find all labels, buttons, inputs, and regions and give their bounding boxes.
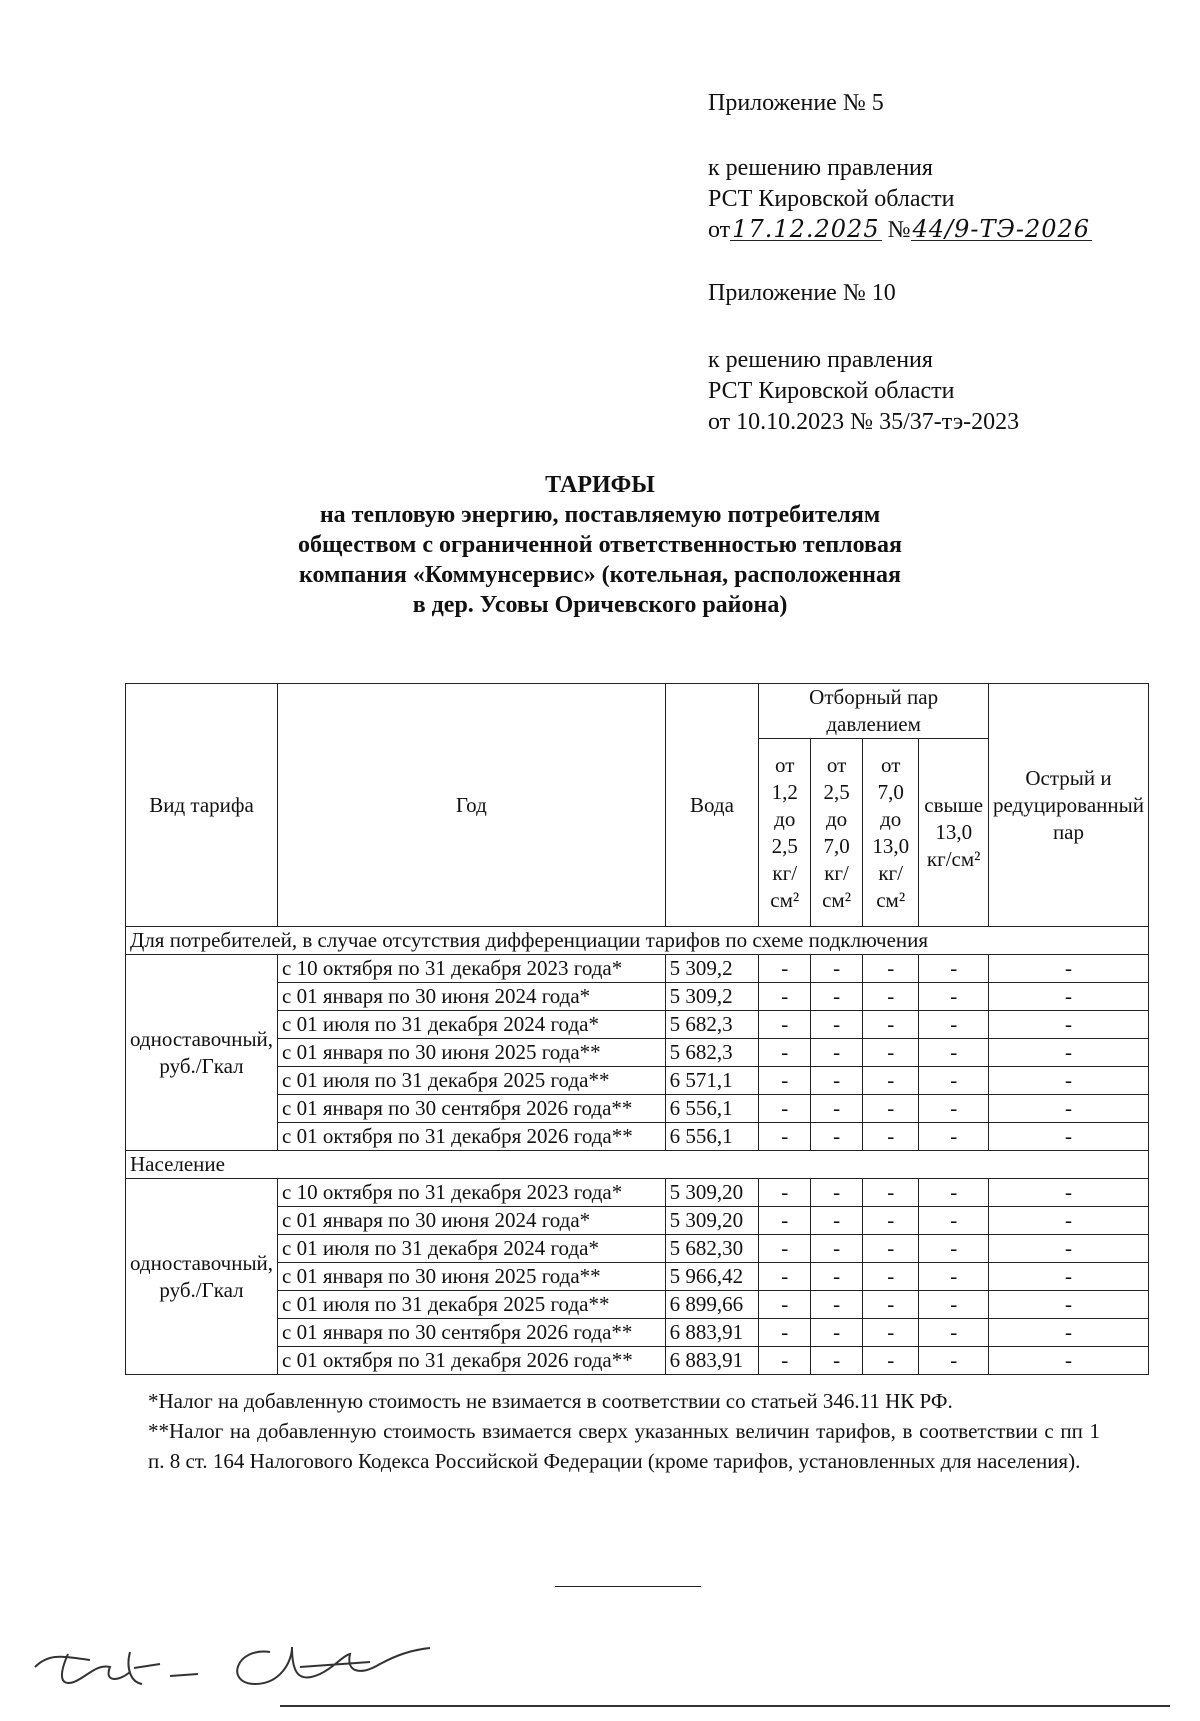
period-cell: с 01 июля по 31 декабря 2024 года*	[278, 1235, 666, 1263]
steam-tariff-cell: -	[862, 955, 918, 983]
tariff-kind: одноставочный, руб./Гкал	[126, 1179, 278, 1375]
appendix-10-title: Приложение № 10	[708, 280, 896, 306]
steam-tariff-cell: -	[862, 1039, 918, 1067]
steam-tariff-cell: -	[919, 983, 989, 1011]
footnote-1: *Налог на добавленную стоимость не взимается в соответствии со статьей 346.11 НК РФ.	[148, 1389, 953, 1413]
steam-tariff-cell: -	[919, 1067, 989, 1095]
water-tariff-cell: 6 899,66	[665, 1291, 759, 1319]
steam-tariff-cell: -	[988, 1095, 1148, 1123]
header-steam-4: свыше 13,0 кг/см²	[919, 739, 989, 927]
steam-tariff-cell: -	[862, 1319, 918, 1347]
steam-tariff-cell: -	[862, 1235, 918, 1263]
steam-tariff-cell: -	[759, 1067, 811, 1095]
handwritten-number: 44/9-ТЭ-2026	[912, 215, 1091, 243]
signature-2	[237, 1647, 430, 1684]
tariff-kind: одноставочный, руб./Гкал	[126, 955, 278, 1151]
table-row	[126, 1235, 1149, 1263]
steam-tariff-cell: -	[759, 1011, 811, 1039]
steam-tariff-cell: -	[811, 1235, 863, 1263]
appendix-10-line2: РСТ Кировской области	[708, 378, 955, 404]
steam-tariff-cell: -	[862, 1291, 918, 1319]
water-tariff-cell: 5 682,3	[665, 1039, 759, 1067]
period-cell: с 01 января по 30 сентября 2026 года**	[278, 1319, 666, 1347]
header-steam-2: от 2,5 до 7,0 кг/см²	[811, 739, 863, 927]
steam-tariff-cell: -	[811, 1123, 863, 1151]
steam-tariff-cell: -	[811, 1263, 863, 1291]
period-cell: с 01 января по 30 сентября 2026 года**	[278, 1095, 666, 1123]
steam-tariff-cell: -	[862, 1095, 918, 1123]
appendix-5-title: Приложение № 5	[708, 90, 884, 116]
tariffs-table	[125, 683, 1149, 1375]
water-tariff-cell: 5 309,2	[665, 983, 759, 1011]
steam-tariff-cell: -	[919, 1039, 989, 1067]
steam-tariff-cell: -	[759, 983, 811, 1011]
section-title: Для потребителей, в случае отсутствия дифференциации тарифов по схеме подключения	[126, 927, 1149, 955]
steam-tariff-cell: -	[988, 1207, 1148, 1235]
water-tariff-cell: 5 682,3	[665, 1011, 759, 1039]
steam-tariff-cell: -	[759, 1179, 811, 1207]
steam-tariff-cell: -	[759, 1207, 811, 1235]
table-row	[126, 1123, 1149, 1151]
steam-tariff-cell: -	[862, 1011, 918, 1039]
steam-tariff-cell: -	[862, 1179, 918, 1207]
steam-tariff-cell: -	[988, 1123, 1148, 1151]
number-sign: №	[887, 217, 911, 243]
steam-tariff-cell: -	[759, 955, 811, 983]
appendix-5-from: от	[708, 217, 731, 243]
water-tariff-cell: 5 682,30	[665, 1235, 759, 1263]
section-title: Население	[126, 1151, 1149, 1179]
table-row	[126, 955, 1149, 983]
water-tariff-cell: 5 309,2	[665, 955, 759, 983]
steam-tariff-cell: -	[919, 1347, 989, 1375]
title-line: на тепловую энергию, поставляемую потребителям	[319, 502, 881, 528]
steam-tariff-cell: -	[862, 1207, 918, 1235]
steam-tariff-cell: -	[811, 1291, 863, 1319]
steam-tariff-cell: -	[759, 1319, 811, 1347]
steam-tariff-cell: -	[919, 1095, 989, 1123]
signature-1	[35, 1652, 198, 1684]
steam-tariff-cell: -	[862, 1263, 918, 1291]
steam-tariff-cell: -	[811, 1207, 863, 1235]
appendix-5-line2: РСТ Кировской области	[708, 186, 955, 212]
steam-tariff-cell: -	[919, 1291, 989, 1319]
water-tariff-cell: 6 571,1	[665, 1067, 759, 1095]
steam-tariff-cell: -	[988, 1235, 1148, 1263]
table-row	[126, 1347, 1149, 1375]
appendix-10-block	[708, 278, 1019, 438]
table-row	[126, 1067, 1149, 1095]
table-body	[126, 927, 1149, 1375]
appendix-5-line1: к решению правления	[708, 155, 933, 181]
document-title	[0, 470, 1200, 620]
period-cell: с 01 января по 30 июня 2024 года*	[278, 983, 666, 1011]
header-year: Год	[278, 684, 666, 927]
steam-tariff-cell: -	[759, 1291, 811, 1319]
table-row	[126, 983, 1149, 1011]
steam-tariff-cell: -	[862, 1067, 918, 1095]
steam-tariff-cell: -	[759, 1039, 811, 1067]
steam-tariff-cell: -	[988, 1011, 1148, 1039]
title-line: в дер. Усовы Оричевского района)	[412, 592, 788, 618]
steam-tariff-cell: -	[988, 1291, 1148, 1319]
section-row	[126, 927, 1149, 955]
steam-tariff-cell: -	[919, 1011, 989, 1039]
water-tariff-cell: 5 966,42	[665, 1263, 759, 1291]
period-cell: с 01 января по 30 июня 2025 года**	[278, 1263, 666, 1291]
steam-tariff-cell: -	[811, 1179, 863, 1207]
header-steam-group: Отборный пар давлением	[759, 684, 989, 739]
steam-tariff-cell: -	[988, 983, 1148, 1011]
steam-tariff-cell: -	[811, 1347, 863, 1375]
bottom-line	[280, 1705, 1170, 1707]
steam-tariff-cell: -	[919, 1235, 989, 1263]
steam-tariff-cell: -	[988, 955, 1148, 983]
steam-tariff-cell: -	[811, 1067, 863, 1095]
steam-tariff-cell: -	[759, 1263, 811, 1291]
steam-tariff-cell: -	[759, 1095, 811, 1123]
section-row	[126, 1151, 1149, 1179]
table-row	[126, 1179, 1149, 1207]
appendix-5-line3	[708, 215, 1092, 246]
steam-tariff-cell: -	[759, 1123, 811, 1151]
steam-tariff-cell: -	[919, 1263, 989, 1291]
table-row	[126, 1095, 1149, 1123]
appendix-5-block	[708, 88, 1092, 246]
water-tariff-cell: 5 309,20	[665, 1179, 759, 1207]
steam-tariff-cell: -	[919, 1123, 989, 1151]
water-tariff-cell: 6 556,1	[665, 1095, 759, 1123]
steam-tariff-cell: -	[811, 1039, 863, 1067]
table-row	[126, 1207, 1149, 1235]
table-row	[126, 1263, 1149, 1291]
title-line: ТАРИФЫ	[545, 472, 655, 498]
header-steam-1: от 1,2 до 2,5 кг/см²	[759, 739, 811, 927]
period-cell: с 01 июля по 31 декабря 2025 года**	[278, 1291, 666, 1319]
header-kind: Вид тарифа	[126, 684, 278, 927]
period-cell: с 01 января по 30 июня 2025 года**	[278, 1039, 666, 1067]
appendix-10-line1: к решению правления	[708, 347, 933, 373]
steam-tariff-cell: -	[811, 1095, 863, 1123]
table-row	[126, 1291, 1149, 1319]
table-row	[126, 1039, 1149, 1067]
footnotes	[148, 1386, 1100, 1476]
water-tariff-cell: 5 309,20	[665, 1207, 759, 1235]
table-row	[126, 1011, 1149, 1039]
water-tariff-cell: 6 883,91	[665, 1347, 759, 1375]
steam-tariff-cell: -	[988, 1179, 1148, 1207]
header-water: Вода	[665, 684, 759, 927]
steam-tariff-cell: -	[919, 1179, 989, 1207]
steam-tariff-cell: -	[988, 1067, 1148, 1095]
period-cell: с 01 октября по 31 декабря 2026 года**	[278, 1347, 666, 1375]
steam-tariff-cell: -	[919, 955, 989, 983]
period-cell: с 01 июля по 31 декабря 2024 года*	[278, 1011, 666, 1039]
steam-tariff-cell: -	[988, 1319, 1148, 1347]
steam-tariff-cell: -	[862, 1347, 918, 1375]
steam-tariff-cell: -	[988, 1347, 1148, 1375]
steam-tariff-cell: -	[988, 1263, 1148, 1291]
separator-line	[555, 1586, 701, 1587]
steam-tariff-cell: -	[811, 955, 863, 983]
appendix-10-line3: от 10.10.2023 № 35/37-тэ-2023	[708, 409, 1020, 435]
steam-tariff-cell: -	[862, 1123, 918, 1151]
title-line: компания «Коммунсервис» (котельная, расположенная	[299, 562, 901, 588]
period-cell: с 10 октября по 31 декабря 2023 года*	[278, 1179, 666, 1207]
steam-tariff-cell: -	[919, 1319, 989, 1347]
water-tariff-cell: 6 883,91	[665, 1319, 759, 1347]
period-cell: с 01 июля по 31 декабря 2025 года**	[278, 1067, 666, 1095]
steam-tariff-cell: -	[919, 1207, 989, 1235]
period-cell: с 01 октября по 31 декабря 2026 года**	[278, 1123, 666, 1151]
steam-tariff-cell: -	[811, 983, 863, 1011]
header-sharp-steam: Острый и редуцированный пар	[988, 684, 1148, 927]
water-tariff-cell: 6 556,1	[665, 1123, 759, 1151]
steam-tariff-cell: -	[862, 983, 918, 1011]
steam-tariff-cell: -	[988, 1039, 1148, 1067]
handwritten-date: 17.12.2025	[732, 215, 880, 243]
steam-tariff-cell: -	[811, 1011, 863, 1039]
steam-tariff-cell: -	[759, 1347, 811, 1375]
period-cell: с 10 октября по 31 декабря 2023 года*	[278, 955, 666, 983]
title-line: обществом с ограниченной ответственностью тепловая	[298, 532, 902, 558]
period-cell: с 01 января по 30 июня 2024 года*	[278, 1207, 666, 1235]
table-row	[126, 1319, 1149, 1347]
steam-tariff-cell: -	[759, 1235, 811, 1263]
header-steam-3: от 7,0 до 13,0 кг/см²	[862, 739, 918, 927]
footnote-2: **Налог на добавленную стоимость взимается сверх указанных величин тарифов, в соответствии с пп 1 п. 8 ст. 164 Налогового Кодекса Российской Федерации (кроме тарифов, установленных для населения).	[148, 1419, 1100, 1473]
handwritten-signatures	[30, 1612, 450, 1702]
steam-tariff-cell: -	[811, 1319, 863, 1347]
